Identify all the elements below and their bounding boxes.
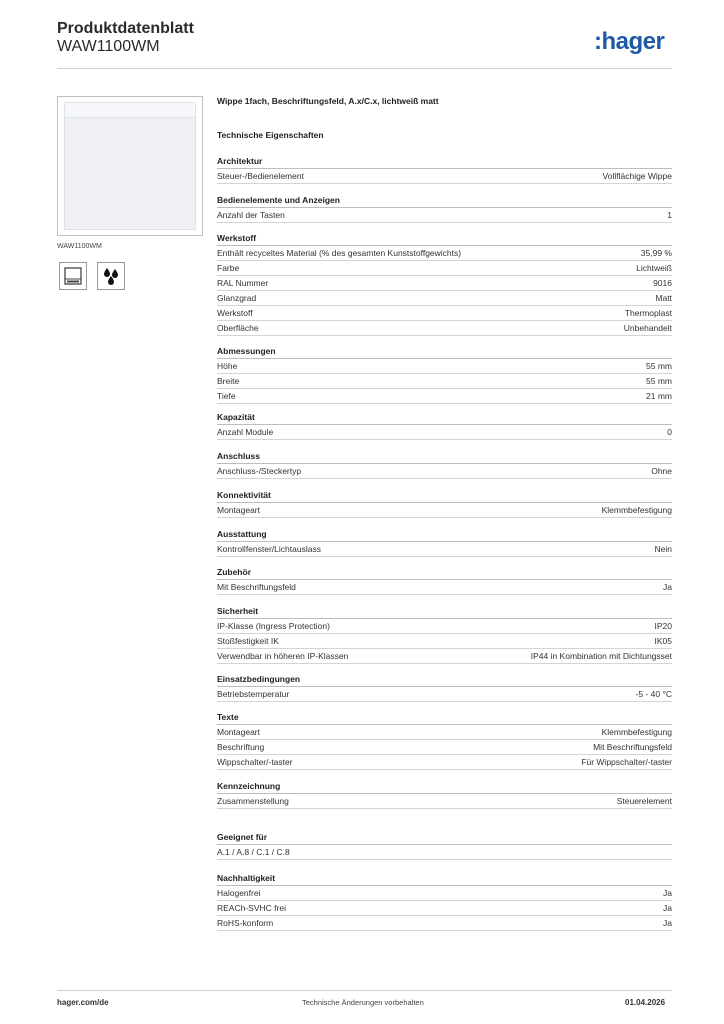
- property-label: Farbe: [217, 263, 240, 273]
- property-label: Breite: [217, 376, 240, 386]
- section-title: Bedienelemente und Anzeigen: [217, 194, 672, 208]
- footer-date: 01.04.2026: [625, 998, 666, 1007]
- section-title: Werkstoff: [217, 232, 672, 246]
- property-value: 21 mm: [646, 391, 672, 401]
- section-10: [217, 673, 672, 702]
- property-value: Klemmbefestigung: [601, 505, 672, 515]
- property-value: Klemmbefestigung: [601, 727, 672, 737]
- property-value: Ja: [663, 903, 672, 913]
- property-row: [217, 901, 672, 916]
- property-value: IK05: [654, 636, 672, 646]
- property-label: Montageart: [217, 505, 260, 515]
- section-2: [217, 232, 672, 336]
- product-code: WAW1100WM: [57, 38, 160, 55]
- property-label: RoHS-konform: [217, 918, 274, 928]
- section-title: Einsatzbedingungen: [217, 673, 672, 687]
- property-row: [217, 619, 672, 634]
- section-6: [217, 489, 672, 518]
- property-value: Für Wippschalter/-taster: [581, 757, 672, 767]
- property-value: 9016: [653, 278, 672, 288]
- page-title: Produktdatenblatt: [57, 20, 194, 37]
- property-label: Höhe: [217, 361, 238, 371]
- property-value: 1: [667, 210, 672, 220]
- section-title: Kapazität: [217, 411, 672, 425]
- switch-frame-icon: [59, 262, 87, 290]
- product-description: Wippe 1fach, Beschriftungsfeld, A.x/C.x, lichtweiß matt: [217, 96, 439, 106]
- property-value: 55 mm: [646, 361, 672, 371]
- section-4: [217, 411, 672, 440]
- footer-note: Technische Änderungen vorbehalten: [302, 998, 424, 1007]
- property-row: [217, 725, 672, 740]
- property-value: 55 mm: [646, 376, 672, 386]
- property-row: [217, 740, 672, 755]
- property-value: Unbehandelt: [623, 323, 672, 333]
- property-label: Montageart: [217, 727, 260, 737]
- property-row: [217, 886, 672, 901]
- section-12: [217, 780, 672, 809]
- property-value: Ja: [663, 582, 672, 592]
- property-label: Oberfläche: [217, 323, 259, 333]
- property-label: Glanzgrad: [217, 293, 257, 303]
- section-11: [217, 711, 672, 770]
- property-label: Stoßfestigkeit IK: [217, 636, 279, 646]
- section-14: [217, 872, 672, 931]
- property-row: [217, 794, 672, 809]
- technical-properties-heading: Technische Eigenschaften: [217, 130, 324, 140]
- property-row: [217, 276, 672, 291]
- hager-logo: :hager: [594, 28, 665, 55]
- property-label: Mit Beschriftungsfeld: [217, 582, 296, 592]
- section-title: Geeignet für: [217, 831, 672, 845]
- property-row: [217, 246, 672, 261]
- property-row: [217, 374, 672, 389]
- section-8: [217, 566, 672, 595]
- property-label: Anzahl der Tasten: [217, 210, 285, 220]
- property-row: [217, 755, 672, 770]
- section-13: [217, 831, 672, 860]
- footer-website[interactable]: hager.com/de: [57, 998, 109, 1007]
- property-row: [217, 291, 672, 306]
- property-row: [217, 261, 672, 276]
- property-row: [217, 464, 672, 479]
- property-row: [217, 542, 672, 557]
- property-label: Werkstoff: [217, 308, 253, 318]
- property-label: A.1 / A.8 / C.1 / C.8: [217, 847, 290, 857]
- section-title: Konnektivität: [217, 489, 672, 503]
- property-value: Ja: [663, 918, 672, 928]
- property-row: [217, 389, 672, 404]
- section-title: Sicherheit: [217, 605, 672, 619]
- section-7: [217, 528, 672, 557]
- property-row: [217, 169, 672, 184]
- footer-divider: [57, 990, 672, 991]
- property-label: Beschriftung: [217, 742, 265, 752]
- property-row: [217, 321, 672, 336]
- property-value: IP44 in Kombination mit Dichtungsset: [530, 651, 672, 661]
- property-row: [217, 845, 672, 860]
- property-value: 0: [667, 427, 672, 437]
- property-value: Thermoplast: [624, 308, 672, 318]
- image-caption: WAW1100WM: [57, 243, 102, 250]
- property-label: IP-Klasse (Ingress Protection): [217, 621, 330, 631]
- property-label: Verwendbar in höheren IP-Klassen: [217, 651, 349, 661]
- water-drops-icon: [97, 262, 125, 290]
- property-row: [217, 359, 672, 374]
- property-value: Steuerelement: [616, 796, 672, 806]
- property-value: Mit Beschriftungsfeld: [593, 742, 672, 752]
- property-row: [217, 634, 672, 649]
- property-value: Ja: [663, 888, 672, 898]
- property-value: -5 - 40 °C: [635, 689, 672, 699]
- rocker-switch-image: [64, 102, 196, 230]
- property-value: IP20: [654, 621, 672, 631]
- property-value: Vollflächige Wippe: [602, 171, 672, 181]
- section-9: [217, 605, 672, 664]
- property-row: [217, 687, 672, 702]
- property-label: Enthält recyceltes Material (% des gesamten Kunststoffgewichts): [217, 248, 462, 258]
- property-row: [217, 503, 672, 518]
- property-label: Anzahl Module: [217, 427, 274, 437]
- property-row: [217, 916, 672, 931]
- property-label: Steuer-/Bedienelement: [217, 171, 304, 181]
- product-image: [57, 96, 203, 236]
- property-label: Kontrollfenster/Lichtauslass: [217, 544, 321, 554]
- section-title: Architektur: [217, 155, 672, 169]
- property-row: [217, 425, 672, 440]
- label-field: [65, 103, 195, 118]
- section-3: [217, 345, 672, 404]
- property-row: [217, 580, 672, 595]
- property-label: Tiefe: [217, 391, 236, 401]
- property-label: Zusammenstellung: [217, 796, 289, 806]
- section-5: [217, 450, 672, 479]
- property-label: Anschluss-/Steckertyp: [217, 466, 302, 476]
- section-0: [217, 155, 672, 184]
- section-1: [217, 194, 672, 223]
- property-value: Matt: [655, 293, 672, 303]
- header-divider: [57, 68, 672, 69]
- property-label: REACh-SVHC frei: [217, 903, 286, 913]
- property-row: [217, 649, 672, 664]
- property-value: Lichtweiß: [636, 263, 672, 273]
- property-value: 35,99 %: [640, 248, 672, 258]
- section-title: Nachhaltigkeit: [217, 872, 672, 886]
- section-title: Ausstattung: [217, 528, 672, 542]
- section-title: Kennzeichnung: [217, 780, 672, 794]
- section-title: Texte: [217, 711, 672, 725]
- property-label: Betriebstemperatur: [217, 689, 290, 699]
- property-value: Ohne: [651, 466, 672, 476]
- property-label: RAL Nummer: [217, 278, 269, 288]
- property-row: [217, 306, 672, 321]
- section-title: Abmessungen: [217, 345, 672, 359]
- property-value: Nein: [654, 544, 672, 554]
- section-title: Zubehör: [217, 566, 672, 580]
- property-label: Wippschalter/-taster: [217, 757, 293, 767]
- property-row: [217, 208, 672, 223]
- section-title: Anschluss: [217, 450, 672, 464]
- property-label: Halogenfrei: [217, 888, 261, 898]
